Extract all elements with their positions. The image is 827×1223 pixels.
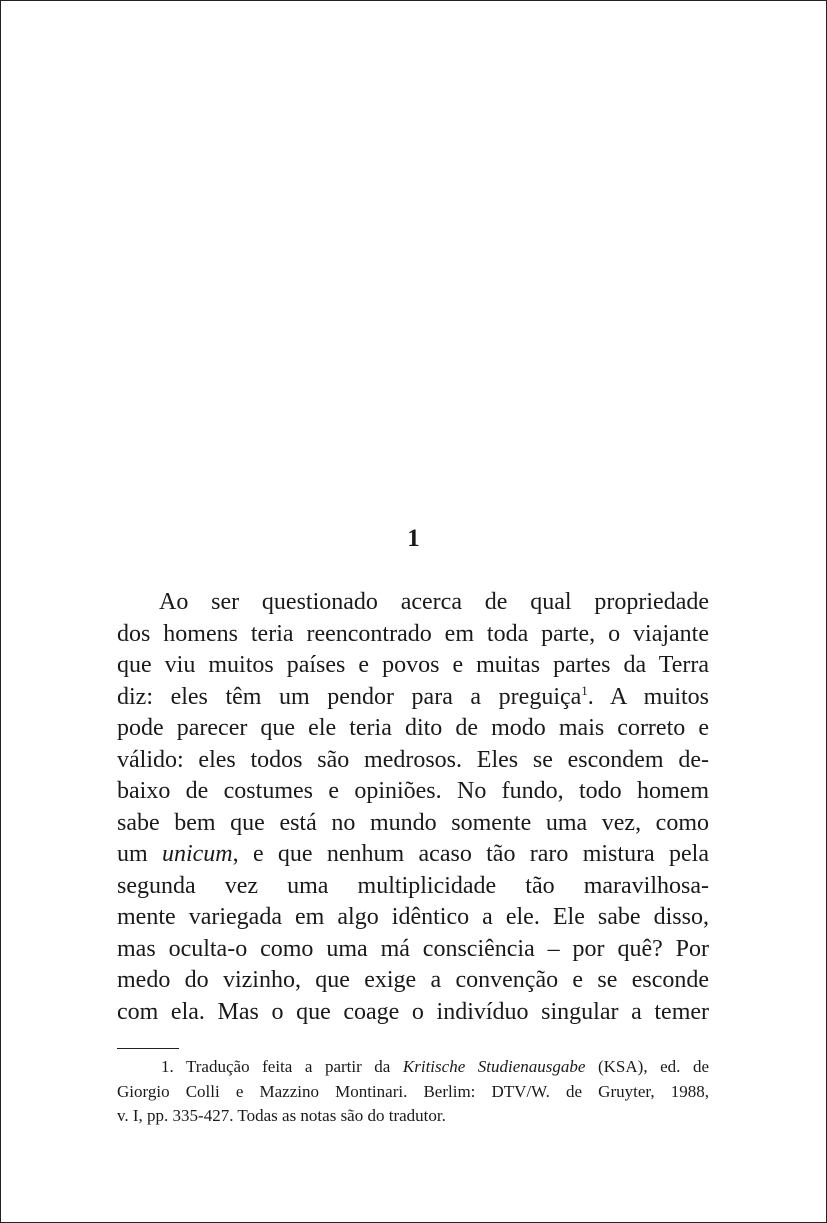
body-line: segunda vez uma multiplicidade tão maravilhosa- <box>117 872 709 899</box>
body-line: sabe bem que está no mundo somente uma vez, como <box>117 809 709 836</box>
body-line: mas oculta-o como uma má consciência – por quê? Por <box>117 935 709 962</box>
body-line: com ela. Mas o que coage o indivíduo singular a temer <box>117 998 709 1025</box>
chapter-number: 1 <box>407 525 420 552</box>
body-line: pode parecer que ele teria dito de modo mais correto e <box>117 715 709 741</box>
footnote-text: 1. Tradução feita a partir da <box>161 1057 403 1076</box>
body-line-part: , e que nenhum acaso tão raro mistura pela <box>232 841 709 867</box>
body-line-part: um <box>117 841 162 867</box>
body-line <box>117 682 709 714</box>
body-line-part: diz: eles têm um pendor para a preguiça <box>117 683 582 710</box>
footnote-reference: 1 <box>581 682 588 698</box>
body-line: baixo de costumes e opiniões. No fundo, todo homem <box>117 778 709 804</box>
footnote-divider <box>117 1048 179 1049</box>
body-line-part: . A muitos <box>587 683 710 710</box>
body-line: Ao ser questionado acerca de qual propriedade <box>159 589 709 615</box>
footnote-line <box>117 1055 709 1080</box>
body-text <box>117 587 709 1028</box>
body-line: válido: eles todos são medrosos. Eles se escondem de- <box>117 746 709 773</box>
body-line: que viu muitos países e povos e muitas partes da Terra <box>117 652 709 678</box>
footnote-text: (KSA), ed. de <box>585 1057 709 1076</box>
italic-term: unicum <box>161 841 233 867</box>
body-line: mente variegada em algo idêntico a ele. Ele sabe disso, <box>117 904 709 930</box>
body-line <box>117 839 709 871</box>
footnote <box>117 1055 709 1129</box>
body-line: medo do vizinho, que exige a convenção e se esconde <box>117 967 709 993</box>
footnote-work-title: Kritische Studienausgabe <box>402 1057 586 1076</box>
footnote-line: Giorgio Colli e Mazzino Montinari. Berlim: DTV/W. de Gruyter, 1988, <box>117 1081 709 1101</box>
body-line: dos homens teria reencontrado em toda parte, o viajante <box>117 620 709 647</box>
footnote-line: v. I, pp. 335-427. Todas as notas são do tradutor. <box>117 1106 446 1125</box>
